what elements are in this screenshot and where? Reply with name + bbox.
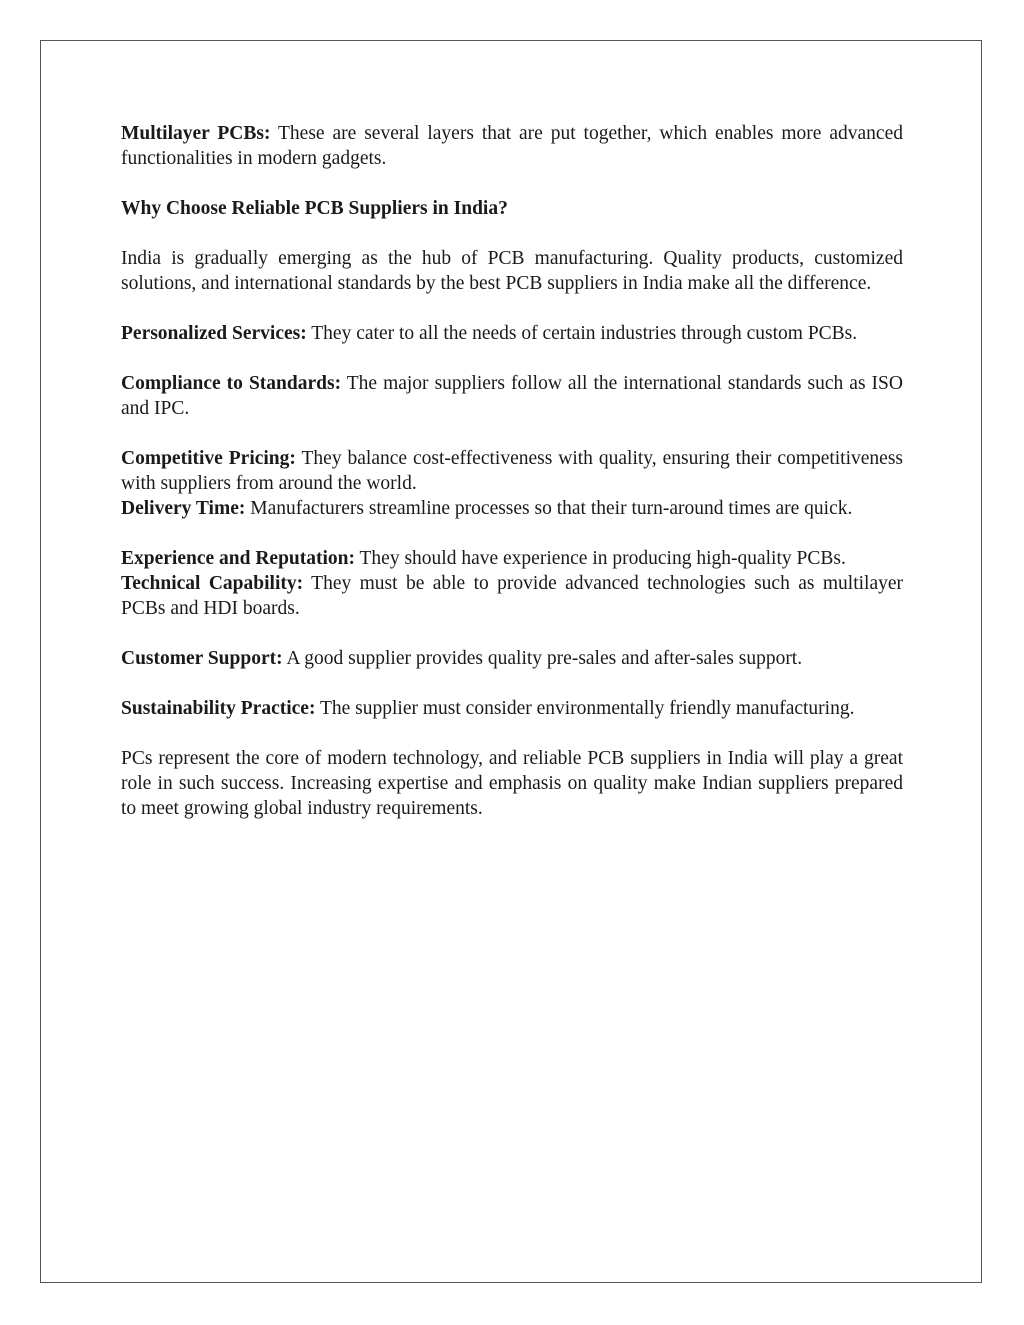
paragraph-customer-support: [121, 646, 903, 671]
term-technical-capability: Technical Capability:: [121, 573, 304, 594]
text-competitive-pricing: They balance cost-effectiveness with quality, ensuring their competitiveness with suppliers from around the world.: [121, 448, 904, 494]
paragraph-multilayer-pcbs: [121, 121, 903, 171]
paragraph-personalized-services: [121, 321, 903, 346]
paragraph-compliance: [121, 371, 903, 421]
term-compliance: Compliance to Standards:: [121, 373, 342, 394]
text-sustainability: The supplier must consider environmentally friendly manufacturing.: [315, 698, 855, 719]
term-sustainability: Sustainability Practice:: [121, 698, 316, 719]
text-technical-capability: They must be able to provide advanced technologies such as multilayer PCBs and HDI boards.: [121, 573, 903, 619]
term-personalized-services: Personalized Services:: [121, 323, 307, 344]
paragraph-competitive-pricing: [121, 446, 903, 496]
term-experience: Experience and Reputation:: [121, 548, 355, 569]
text-personalized-services: They cater to all the needs of certain industries through custom PCBs.: [306, 323, 858, 344]
paragraph-intro: India is gradually emerging as the hub of PCB manufacturing. Quality products, customized solutions, and international standards by the best PCB suppliers in India make all the difference.: [121, 248, 903, 294]
text-delivery-time: Manufacturers streamline processes so that their turn-around times are quick.: [245, 498, 853, 519]
document-body: [121, 121, 903, 821]
paragraph-experience: [121, 546, 903, 571]
term-multilayer-pcbs: Multilayer PCBs:: [121, 123, 271, 144]
paragraph-delivery-time: [121, 496, 903, 521]
text-multilayer-pcbs: These are several layers that are put together, which enables more advanced functionalities in modern gadgets.: [121, 123, 903, 169]
term-delivery-time: Delivery Time:: [121, 498, 246, 519]
term-customer-support: Customer Support:: [121, 648, 283, 669]
paragraph-sustainability: [121, 696, 903, 721]
term-competitive-pricing: Competitive Pricing:: [121, 448, 296, 469]
text-compliance: The major suppliers follow all the international standards such as ISO and IPC.: [121, 373, 903, 419]
paragraph-conclusion: PCs represent the core of modern technology, and reliable PCB suppliers in India will play a great role in such success. Increasing expertise and emphasis on quality make Indian suppliers prepared to meet growing global industry requirements.: [121, 748, 903, 819]
text-customer-support: A good supplier provides quality pre-sales and after-sales support.: [282, 648, 803, 669]
text-experience: They should have experience in producing high-quality PCBs.: [355, 548, 846, 569]
paragraph-technical-capability: [121, 571, 903, 621]
section-heading: Why Choose Reliable PCB Suppliers in India?: [121, 198, 508, 219]
